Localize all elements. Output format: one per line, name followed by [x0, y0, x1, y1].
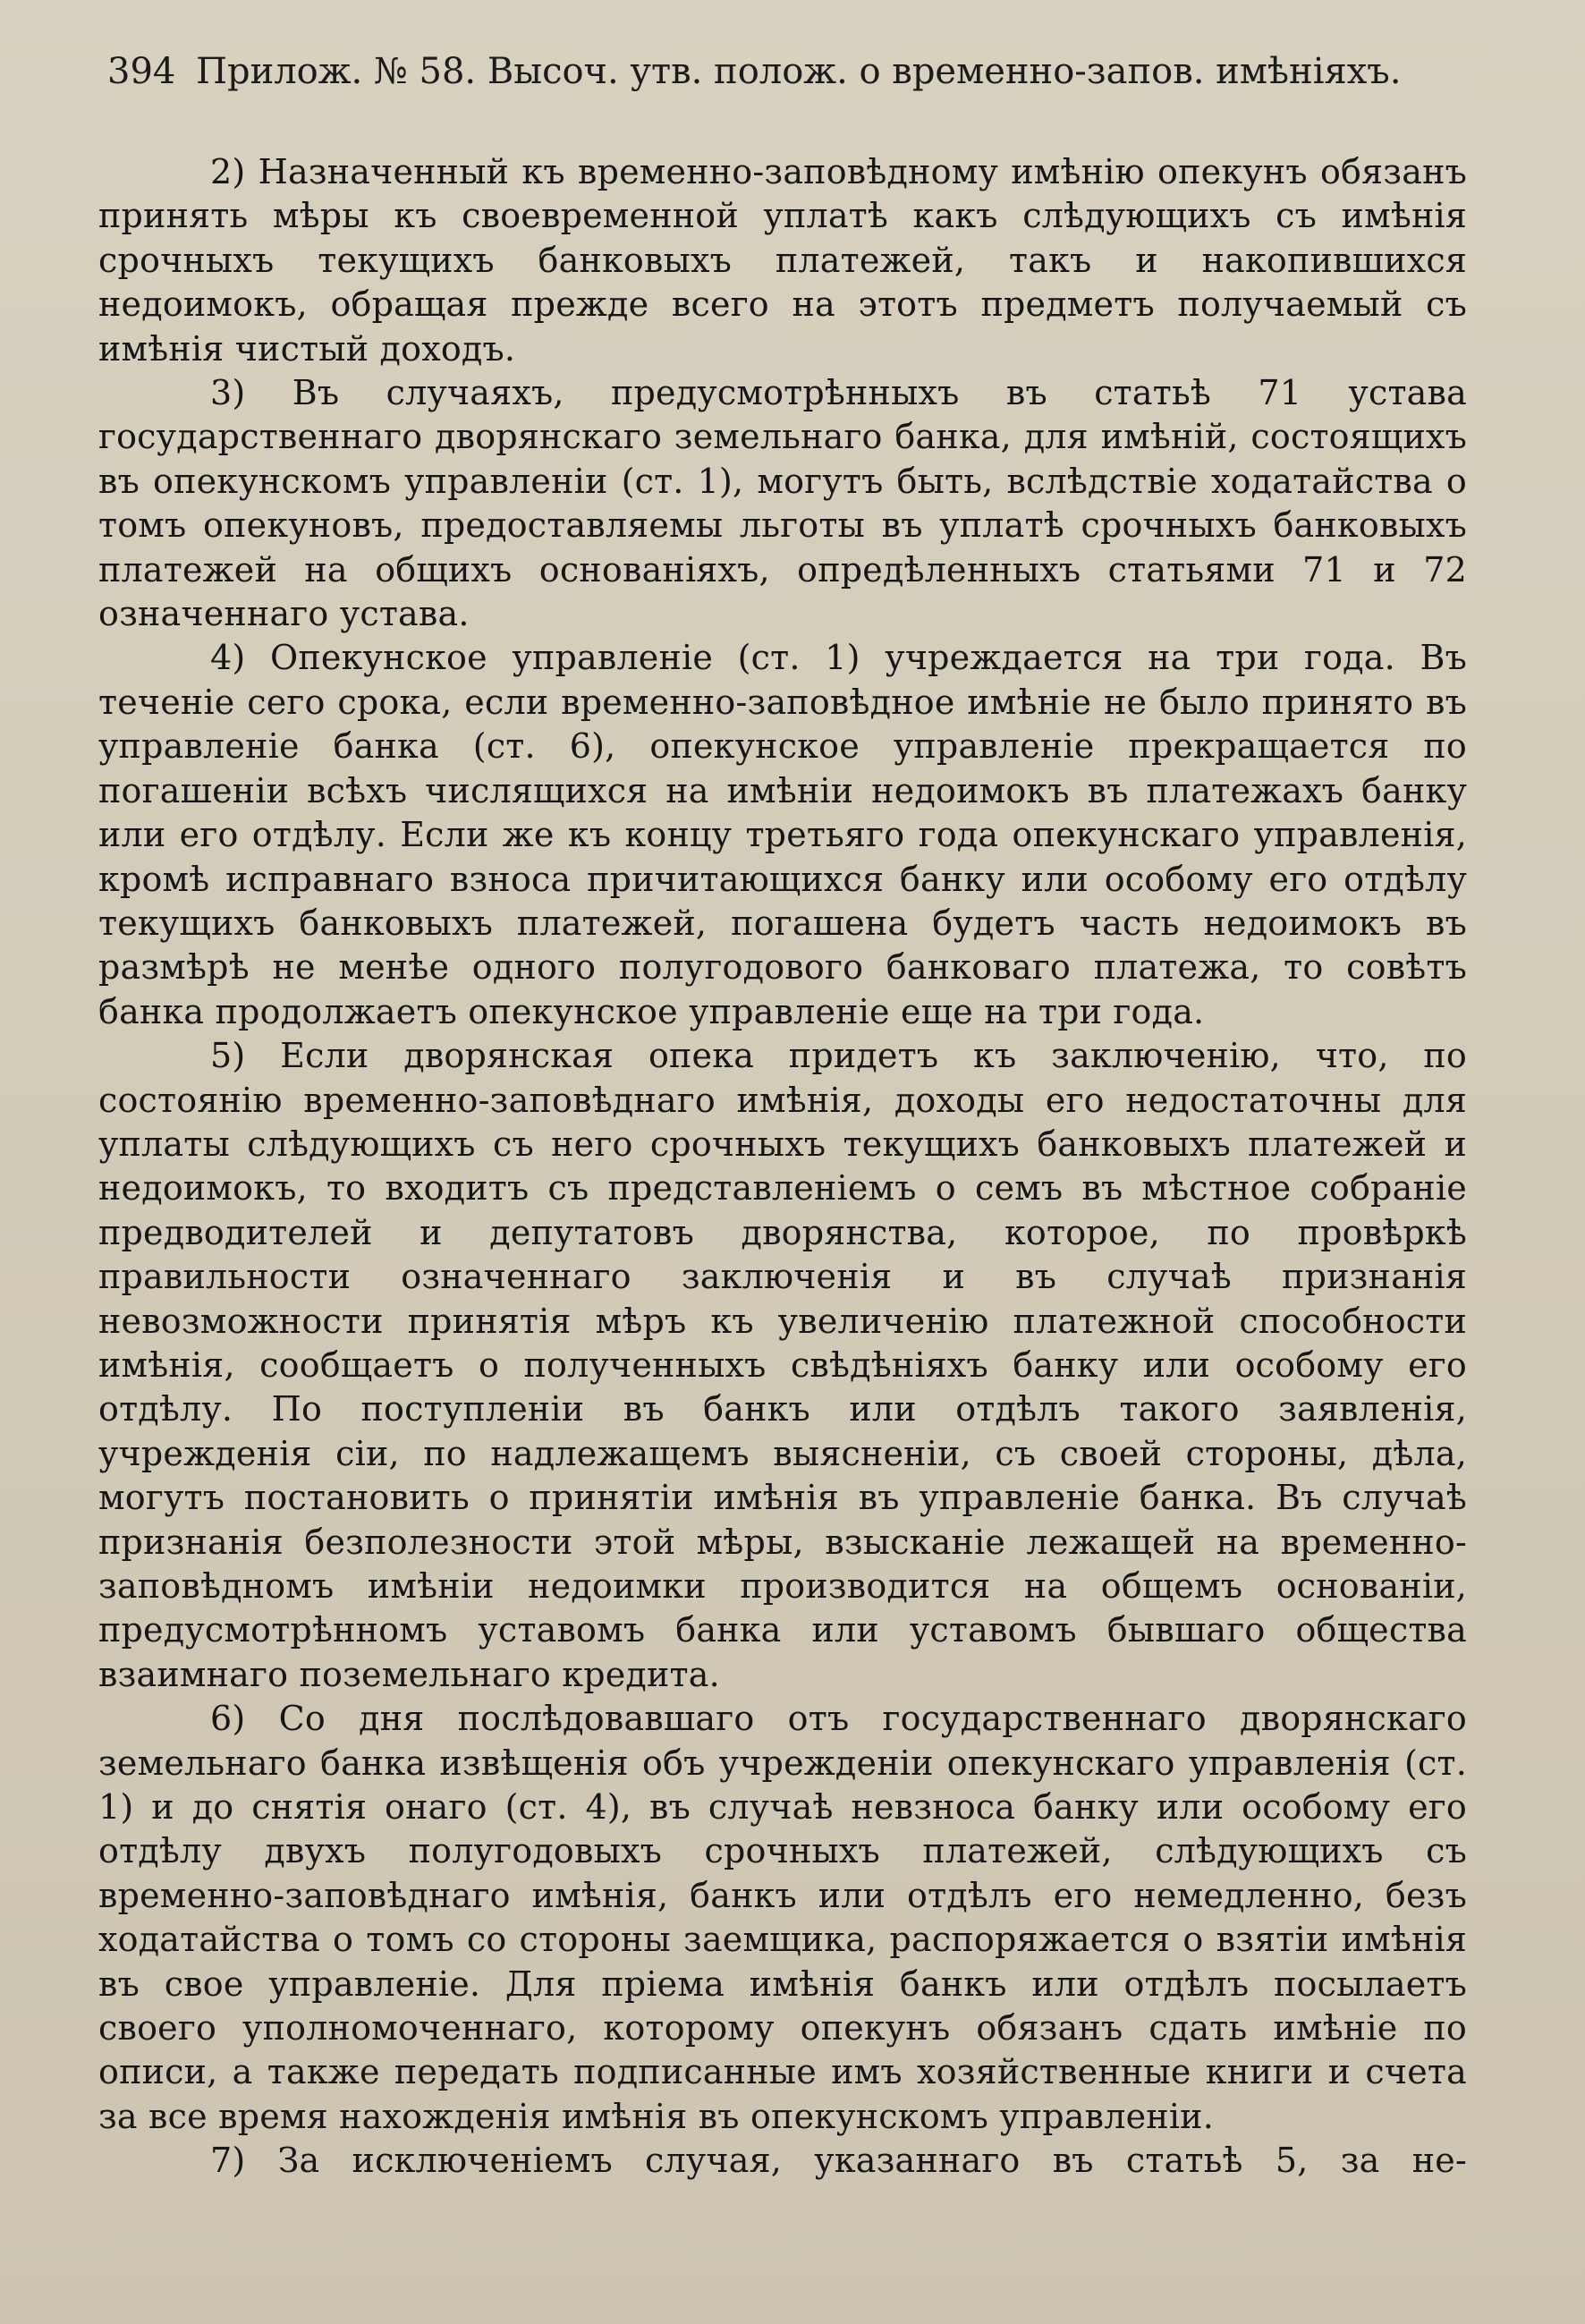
paragraph-3: 3) Въ случаяхъ, предусмотрѣнныхъ въ статьѣ 71 устава государственнаго дворянскаго земельнаго банка, для имѣній, состоящихъ въ опекунскомъ управленіи (ст. 1), могутъ быть, вслѣдствіе ходатайства о томъ опекуновъ, предоставляемы льготы въ уплатѣ срочныхъ банковыхъ платежей на общихъ основаніяхъ, опредѣленныхъ статьями 71 и 72 означеннаго устава.: [98, 373, 1467, 634]
page-number: 394: [107, 51, 176, 92]
paragraph-7: 7) За исключеніемъ случая, указаннаго въ статьѣ 5, за не-: [210, 2141, 1467, 2181]
paragraph-4: 4) Опекунское управленіе (ст. 1) учреждается на три года. Въ теченіе сего срока, если временно-заповѣдное имѣніе не было принято въ управленіе банка (ст. 6), опекунское управленіе прекращается по погашеніи всѣхъ числящихся на имѣніи недоимокъ въ платежахъ банку или его отдѣлу. Если же къ концу третьяго года опекунскаго управленія, кромѣ исправнаго взноса причитающихся банку или особому его отдѣлу текущихъ банковыхъ платежей, погашена будетъ часть недоимокъ въ размѣрѣ не менѣе одного полугодового банковаго платежа, то совѣтъ банка продолжаетъ опекунское управленіе еще на три года.: [98, 638, 1467, 1031]
paragraph-2: 2) Назначенный къ временно-заповѣдному имѣнію опекунъ обязанъ принять мѣры къ своевременной уплатѣ какъ слѣдующихъ съ имѣнія срочныхъ текущихъ банковыхъ платежей, такъ и накопившихся недоимокъ, обращая прежде всего на этотъ предметъ получаемый съ имѣнія чистый доходъ.: [98, 152, 1467, 369]
running-header: [107, 45, 1485, 98]
document-body: [98, 150, 1467, 2184]
paragraph-5: 5) Если дворянская опека придетъ къ заключенію, что, по состоянію временно-заповѣднаго имѣнія, доходы его недостаточны для уплаты слѣдующихъ съ него срочныхъ текущихъ банковыхъ платежей и недоимокъ, то входитъ съ представленіемъ о семъ въ мѣстное собраніе предводителей и депутатовъ дворянства, которое, по провѣркѣ правильности означеннаго заключенія и въ случаѣ признанія невозможности принятія мѣръ къ увеличенію платежной способности имѣнія, сообщаетъ о полученныхъ свѣдѣніяхъ банку или особому его отдѣлу. По поступленіи въ банкъ или отдѣлъ такого заявленія, учрежденія сіи, по надлежащемъ выясненіи, съ своей стороны, дѣла, могутъ постановить о принятіи имѣнія въ управленіе банка. Въ случаѣ признанія безполезности этой мѣры, взысканіе лежащей на временно-заповѣдномъ имѣніи недоимки производится на общемъ основаніи, предусмотрѣнномъ уставомъ банка или уставомъ бывшаго общества взаимнаго поземельнаго кредита.: [98, 1036, 1467, 1694]
running-title: Прилож. № 58. Высоч. утв. полож. о временно-запов. имѣніяхъ.: [196, 51, 1402, 92]
paragraph-6: 6) Со дня послѣдовавшаго отъ государственнаго дворянскаго земельнаго банка извѣщенія объ учрежденіи опекунскаго управленія (ст. 1) и до снятія онаго (ст. 4), въ случаѣ невзноса банку или особому его отдѣлу двухъ полугодовыхъ срочныхъ платежей, слѣдующихъ съ временно-заповѣднаго имѣнія, банкъ или отдѣлъ его немедленно, безъ ходатайства о томъ со стороны заемщика, распоряжается о взятіи имѣнія въ свое управленіе. Для пріема имѣнія банкъ или отдѣлъ посылаетъ своего уполномоченнаго, которому опекунъ обязанъ сдать имѣніе по описи, а также передать подписанные имъ хозяйственные книги и счета за все время нахожденія имѣнія въ опекунскомъ управленіи.: [98, 1699, 1467, 2136]
